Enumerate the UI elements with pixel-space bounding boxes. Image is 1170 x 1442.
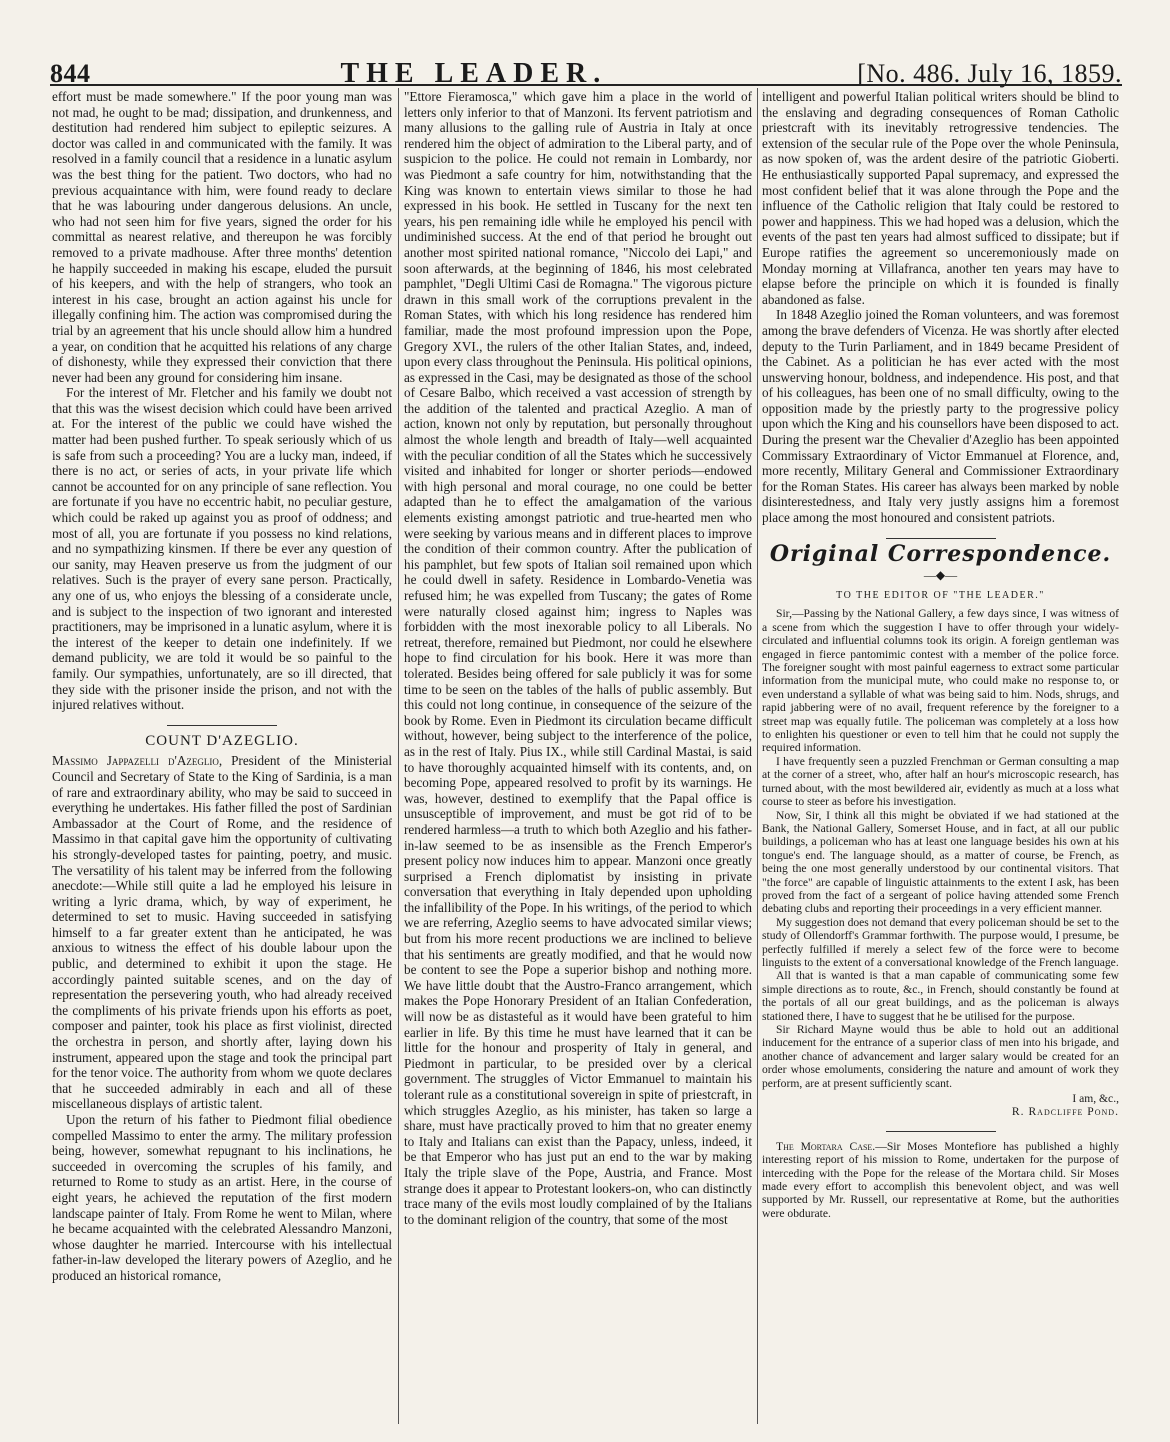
section-divider: [886, 538, 996, 539]
ornament-divider: —◆—: [923, 568, 958, 583]
article-paragraph: Upon the return of his father to Piedmont filial obedience compelled Massimo to enter the army. The military profession being, however, somewhat repugnant to his inclinations, he succeeded in overcoming the scruples of his family, and returned to Rome to study as an artist. Here, in the course of eight years, he achieved the reputation of the first modern landscape painter of Italy. From Rome he went to Milan, where he became acquainted with the celebrated Alessandro Manzoni, whose daughter he married. Intercourse with his intellectual father-in-law developed the literary powers of Azeglio, and he produced an historical romance,: [52, 1112, 392, 1283]
section-divider: [886, 1131, 996, 1132]
letter-paragraph: Sir Richard Mayne would thus be able to hold out an additional inducement for the entrance of a superior class of men into his brigade, and another chance of advancement and larger salary would be created for an order whose emoluments, considering the nature and amount of work they perform, are at present sufficiently scant.: [762, 1023, 1119, 1090]
letter-paragraph: All that is wanted is that a man capable of communicating some few simple directions as to route, &c., in French, should constantly be found at the portals of all our great buildings, and as the policeman is always stationed there, I have to suggest that he be utilised for the purpose.: [762, 969, 1119, 1023]
header-rule: [50, 84, 1122, 86]
section-title-azeglio: COUNT D'AZEGLIO.: [145, 732, 299, 749]
masthead-title: THE LEADER.: [340, 58, 608, 89]
article-paragraph: [52, 753, 392, 1112]
column-1: [52, 89, 392, 1426]
signoff-line: I am, &c.,: [1072, 1092, 1119, 1106]
article-paragraph: "Ettore Fieramosca," which gave him a place in the world of letters only inferior to that of Manzoni. Its fervent patriotism and many allusions to the galling rule of Austria in Italy at once rendered him the object of admiration to the Liberal party, and of suspicion to the police. He could not remain in Lombardy, nor was Piedmont a safe country for him, notwithstanding that the King was known to entertain views similar to those he had expressed in his book. He settled in Tuscany for the next ten years, his pen remaining idle while he employed his pencil with undiminished success. At the end of that period he brought out another most spirited national romance, "Niccolo dei Lapi," and soon afterwards, at the beginning of 1846, his most celebrated pamphlet, "Degli Ultimi Casi de Romagna." The vigorous picture drawn in this small work of the corruptions prevalent in the Roman States, with which his long residence has rendered him familiar, made the most profound impression upon the Pope, Gregory XVI., the rulers of the other Italian States, and, indeed, upon every class throughout the Peninsula. His political opinions, as expressed in the Casi, may be designated as those of the school of Cesare Balbo, which received a vast accession of strength by the addition of the talented and practical Azeglio. A man of action, known not only by reputation, but personally throughout almost the whole length and breadth of Italy—well acquainted with the peculiar condition of all the States which he successively visited and inhabited for longer or shorter periods—endowed with high personal and moral courage, no one could be better adapted than he to effect the amalgamation of the various elements existing amongst patriotic and true-hearted men who were seeking by various means and in different places to improve the condition of their common country. After the publication of his pamphlet, but few spots of Italian soil remained upon which he could dwell in safety. Residence in Lombardo-Venetia was refused him; he was expelled from Tuscany; the gates of Rome were naturally closed against him; ingress to Naples was forbidden with the most inexorable policy to all Liberals. No retreat, therefore, remained but Piedmont, nor could he elsewhere hope to find circulation for his book. Here it was more than tolerated. Besides being offered for sale publicly it was for some time to be seen on the tables of the halls of public assembly. But this could not long continue, in consequence of the seizure of the book by Rome. Even in Piedmont its circulation became difficult without, however, being subject to the interference of the police, as in the rest of Italy. Pius IX., while still Cardinal Mastai, is said to have thoroughly acquainted himself with its contents, and, on becoming Pope, appeared resolved to profit by its warnings. He was, however, destined to exemplify that the Papal office is unsusceptible of improvement, and must be got rid of to be rendered harmless—a truth to which both Azeglio and his father-in-law seemed to be as insensible as the French Emperor's present policy now induces him to appear. Manzoni once greatly surprised a French diplomatist by insisting in private conversation that everything in Italy depended upon upholding the infallibility of the Pope. In his writings, of the period to which we are referring, Azeglio seems to have advocated similar views; but from his more recent productions we are inclined to believe that his sentiments are greatly modified, and that he would now be content to see the Pope a superior bishop and nothing more. We have little doubt that the Austro-Franco arrangement, which makes the Pope Honorary President of an Italian Confederation, will now be as distasteful as it would have been grateful to him earlier in life. By this time he must have learned that it can be little for the honour and prosperity of Italy in general, and Piedmont in particular, to be presided over by a clerical government. The struggles of Victor Emmanuel to maintain his tolerant rule as a constitutional sovereign in spite of priestcraft, in which struggles Azeglio, as his minister, has taken so large a share, must have practically proved to him that no greater enemy to Italy and Italians can exist than the Papacy, unless, indeed, it be that Emperor who has just put an end to the war by making Italy the triple slave of the Pope, Austria, and France. Most strange does it appear to Protestant lookers-on, who can distinctly trace many of the evils most loudly complained of by the Italians to the dominant religion of the country, that some of the most: [404, 89, 752, 1227]
letter-paragraph: I have frequently seen a puzzled Frenchman or German consulting a map at the corner of a street, who, after half an hour's microscopic research, has turned about, with the most bewildered air, evidently as much at a loss what course to steer as before his investigation.: [762, 754, 1119, 809]
section-divider: [167, 725, 277, 726]
article-paragraph: effort must be made somewhere." If the poor young man was not mad, he ought to be mad; dissipation, and drunkenness, and destitution had rendered him subject to epileptic seizures. A doctor was called in and communicated with the family. It was resolved in a family council that a residence in a lunatic asylum was the best thing for the patient. Two doctors, who had no previous acquaintance with him, were found ready to declare that he was labouring under dangerous delusions. An uncle, who had not seen him for five years, signed the order for his committal as nearest relative, and thereupon he was forcibly removed to a private madhouse. After three months' detention he happily succeeded in making his escape, eluded the pursuit of his keepers, and with the help of strangers, who took an interest in his case, brought an action against his uncle for illegally confining him. The action was compromised during the trial by an agreement that his uncle should allow him a hundred a year, on condition that he acquitted his relations of any charge of dishonesty, while they expressed their conviction that there never had been any ground for considering him insane.: [52, 89, 392, 385]
paragraph-text: President of the Ministerial Council and Secretary of State to the King of Sardinia, is a man of rare and extraordinary ability, who may be said to succeed in everything he undertakes. His father filled the post of Sardinian Ambassador at the Court of Rome, and the residence of Massimo in that capital gave him the opportunity of cultivating his strongly-developed tastes for painting, poetry, and music. The versatility of his talent may be inferred from the following anecdote:—While still quite a lad he employed his leisure in writing a lyric drama, which, by way of experiment, he determined to set to music. Having succeeded in satisfying himself to a far greater extent than he anticipated, he was anxious to witness the effect of his double labour upon the public, and determined to exhibit it upon the stage. He accordingly painted suitable scenes, and on the day of representation the persevering youth, who had already received the compliments of his private friends upon his efforts as poet, composer and painter, took his place as first violinist, directed the orchestra in person, and shortly after, laying down his instrument, appeared upon the stage and took the principal part for the tenor voice. The authority from whom we quote declares that he succeeded admirably in each and all of these miscellaneous displays of artistic talent.: [52, 753, 392, 1112]
article-paragraph: For the interest of Mr. Fletcher and his family we doubt not that this was the wisest decision which could have been arrived at. For the interest of the public we could have wished the matter had been pushed further. To speak seriously which of us is safe from such a proceeding? You are a lucky man, indeed, if there is no act, or series of acts, in your private life which cannot be accounted for on any principle of sane reflection. You are fortunate if you have no eccentric habit, no peculiar gesture, which could be raked up against you as proof of oddness; and most of all, you are fortunate if you possess no kind relations, and no sympathizing kinsmen. If there be ever any question of our sanity, may Heaven preserve us from the judgment of our relatives. Such is the prayer of every sane person. Practically, any one of us, who enjoys the blessing of a considerate uncle, and is subject to the inspection of two ignorant and interested practitioners, may be imprisoned in a lunatic asylum, where it is the interest of the keeper to detain one indefinitely. If we demand publicity, we are told it would be so painful to the family. Our sympathies, unfortunately, are so ill directed, that they side with the prisoner inside the prison, and not with the injured relatives without.: [52, 385, 392, 713]
issue-date: [No. 486. July 16, 1859.: [857, 59, 1122, 88]
lead-title: The Mortara Case.: [776, 1139, 876, 1153]
section-title-correspondence: Original Correspondence.: [769, 540, 1112, 567]
letter-paragraph: My suggestion does not demand that every policeman should be set to the study of Ollendorff's Grammar forthwith. The purpose would, I presume, be perfectly fulfilled if merely a select few of the force were to become linguists to the extent of a conversational knowledge of the French language.: [762, 915, 1119, 969]
column-3: [762, 89, 1119, 1426]
paragraph-text: —Sir Moses Montefiore has published a highly interesting report of his mission to Rome, undertaken for the purpose of interceding with the Pope for the release of the Mortara child. Sir Moses made every effort to accomplish this benevolent object, and was well supported by Mr. Russell, our representative at Rome, but the authorities were obdurate.: [762, 1139, 1119, 1220]
signature: R. Radcliffe Pond.: [1011, 1105, 1119, 1119]
letter-paragraph: Sir,—Passing by the National Gallery, a few days since, I was witness of a scene from which the suggestion I have to offer through your widely-circulated and influential columns took its origin. A foreign gentleman was engaged in fierce pantomimic contest with a member of the police force. The foreigner sought with most painful eagerness to extract some particular information from the municipal mute, who could make no response to, or even understand a syllable of what was being said to him. Nods, shrugs, and rapid jabbering were of no avail, frequent reference by the foreigner to a street map was equally futile. The policeman was completely at a loss how to enlighten his questioner or even to tell him that he could not supply the required information.: [762, 607, 1119, 755]
article-paragraph: [762, 1140, 1119, 1220]
column-divider-2: [757, 88, 758, 1424]
column-2: [404, 89, 752, 1426]
article-paragraph: intelligent and powerful Italian political writers should be blind to the enslaving and degrading consequences of Roman Catholic priestcraft with its inevitably retrogressive tendencies. The extension of the secular rule of the Pope over the whole Peninsula, as now spoken of, was the ardent desire of the patriotic Gioberti. He enthusiastically supported Papal supremacy, and expressed the most confident belief that it was alone through the Pope and the influence of the Catholic religion that Italy could be restored to power and happiness. This we had hoped was a delusion, which the events of the past ten years had almost sufficed to dissipate; but if Europe ratifies the agreement so unceremoniously made on Monday morning at Villafranca, another ten years may have to elapse before the principle on which it is founded is finally abandoned as false.: [762, 89, 1119, 307]
letter-signoff: [762, 1092, 1119, 1119]
letter-addressee: TO THE EDITOR OF "THE LEADER.": [836, 589, 1045, 601]
page-number: 844: [50, 59, 91, 88]
page-header: [50, 58, 1122, 89]
letter-paragraph: Now, Sir, I think all this might be obviated if we had stationed at the Bank, the National Gallery, Somerset House, and in fact, at all our public buildings, a policeman who has at least one language besides his own at his tongue's end. The language should, as a matter of course, be French, as being the one most generally understood by our continental visitors. That "the force" are capable of linguistic attainments to the extent I ask, has been proved from the fact of a sergeant of police having attended some French debating clubs and reporting their proceedings in a very efficient manner.: [762, 808, 1119, 916]
article-paragraph: In 1848 Azeglio joined the Roman volunteers, and was foremost among the brave defenders of Vicenza. He was shortly after elected deputy to the Turin Parliament, and in 1849 became President of the Cabinet. As a politician he has ever acted with the most unswerving honour, boldness, and independence. His post, and that of his colleagues, has been one of no small difficulty, owing to the opposition made by the priestly party to the progressive policy upon which the King and his counsellors have been disposed to act. During the present war the Chevalier d'Azeglio has been appointed Commissary Extraordinary of Victor Emmanuel at Florence, and, more recently, Military General and Commissioner Extraordinary for the Roman States. His career has always been marked by noble disinterestedness, and Italy very justly assigns him a foremost place among the most honoured and consistent patriots.: [762, 307, 1119, 526]
lead-name: Massimo Jappazelli d'Azeglio,: [52, 753, 223, 769]
column-divider-1: [398, 88, 399, 1424]
letter-body: [762, 607, 1119, 1118]
